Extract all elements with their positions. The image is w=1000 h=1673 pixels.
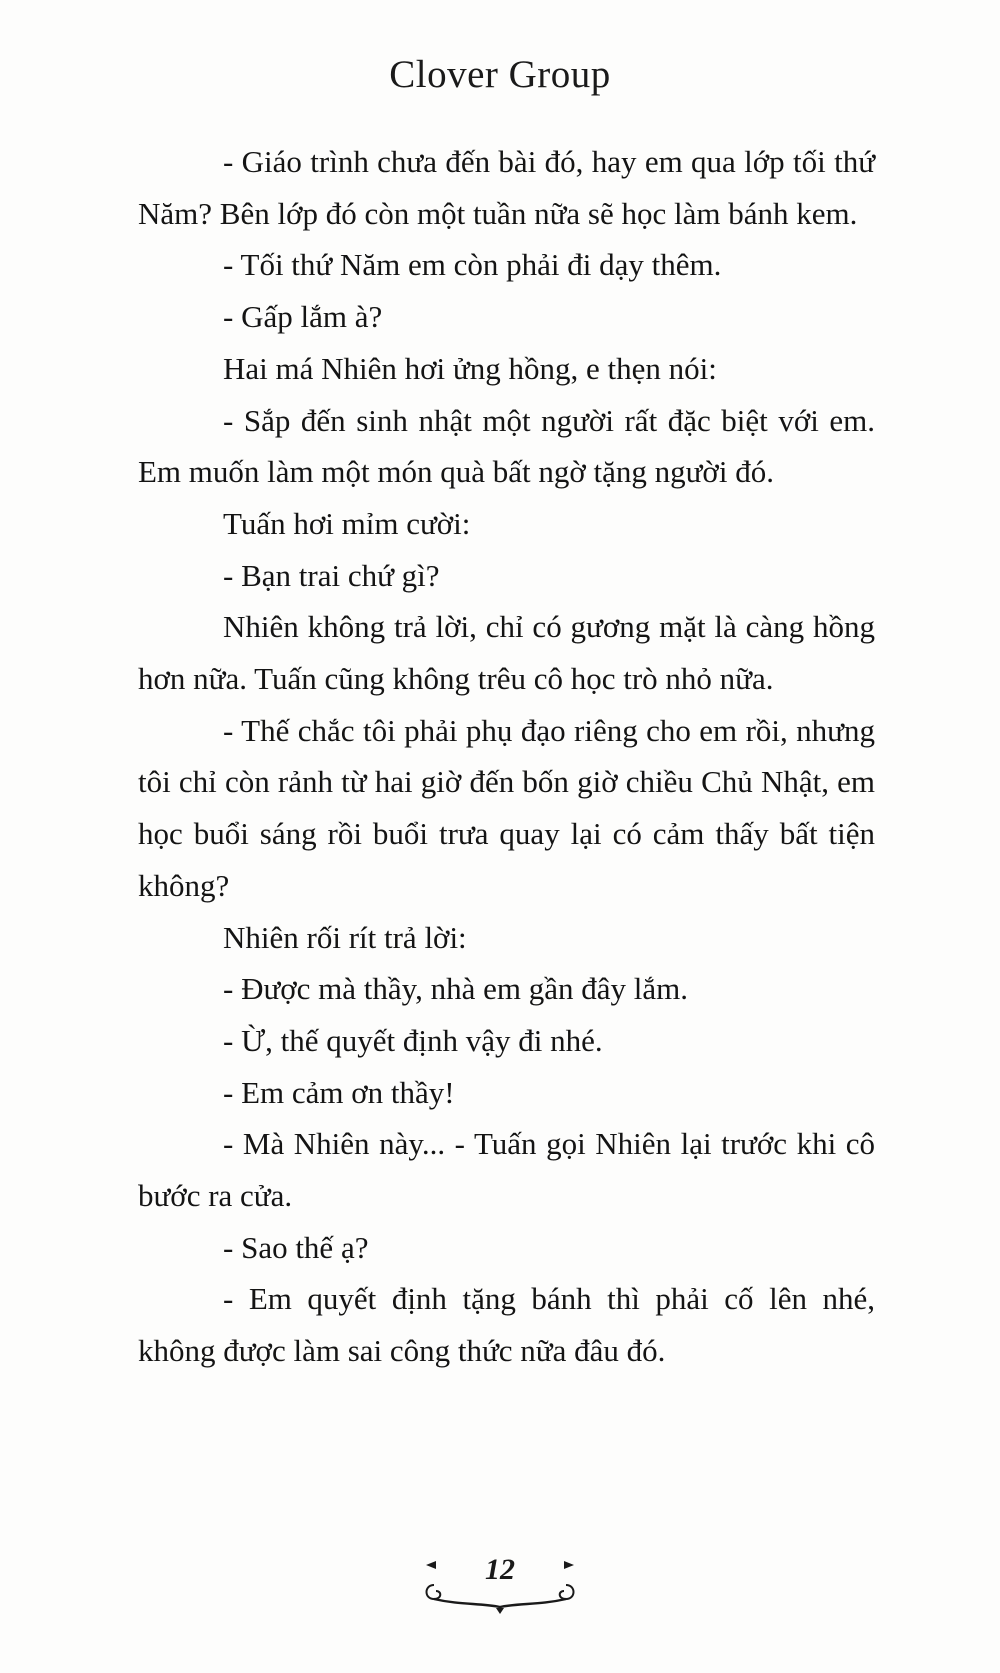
paragraph: - Em quyết định tặng bánh thì phải cố lên nhé, không được làm sai công thức nữa đâu đó. — [138, 1281, 875, 1369]
page-footer — [0, 1555, 1000, 1615]
paragraph: - Em cảm ơn thầy! — [223, 1074, 455, 1110]
paragraph: - Gấp lắm à? — [223, 299, 383, 335]
body-text — [138, 136, 875, 1377]
running-header: Clover Group — [389, 53, 611, 96]
paragraph: - Được mà thầy, nhà em gần đây lắm. — [223, 971, 689, 1007]
paragraph: - Bạn trai chứ gì? — [223, 557, 440, 593]
paragraph: Tuấn hơi mỉm cười: — [223, 505, 471, 541]
paragraph: Nhiên không trả lời, chỉ có gương mặt là càng hồng hơn nữa. Tuấn cũng không trêu cô học trò nhỏ nữa. — [138, 609, 875, 697]
paragraph: - Sao thế ạ? — [223, 1229, 369, 1265]
paragraph: - Tối thứ Năm em còn phải đi dạy thêm. — [223, 247, 722, 283]
paragraph: - Giáo trình chưa đến bài đó, hay em qua lớp tối thứ Năm? Bên lớp đó còn một tuần nữa sẽ học làm bánh kem. — [138, 144, 875, 231]
paragraph: - Sắp đến sinh nhật một người rất đặc biệt với em. Em muốn làm một món quà bất ngờ tặng người đó. — [138, 402, 875, 490]
paragraph: Nhiên rối rít trả lời: — [223, 919, 467, 955]
paragraph: - Ừ, thế quyết định vậy đi nhé. — [223, 1022, 603, 1058]
paragraph: - Thế chắc tôi phải phụ đạo riêng cho em rồi, nhưng tôi chỉ còn rảnh từ hai giờ đến bốn giờ chiều Chủ Nhật, em học buổi sáng rồi buổi trưa quay lại có cảm thấy bất tiện không? — [138, 712, 875, 903]
page-number: 12 — [485, 1553, 515, 1586]
paragraph: Hai má Nhiên hơi ửng hồng, e thẹn nói: — [223, 350, 717, 386]
paragraph: - Mà Nhiên này... - Tuấn gọi Nhiên lại trước khi cô bước ra cửa. — [138, 1126, 875, 1214]
